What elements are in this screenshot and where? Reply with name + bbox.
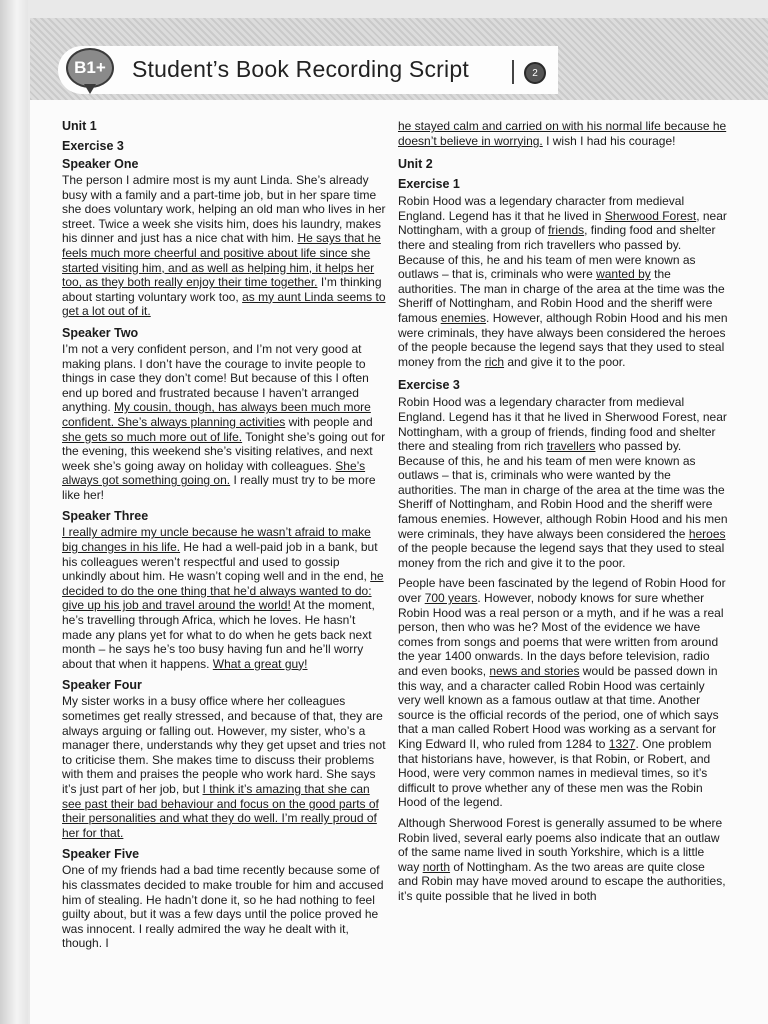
left-column — [62, 116, 386, 957]
right-column — [398, 116, 728, 910]
level-badge: B1+ — [66, 48, 114, 88]
speaker-paragraph: My sister works in a busy office where her colleagues sometimes get really stressed, and because of that, they are always arguing or falling out. However, my sister, who’s a manager there, understands why they get upset and tries not to criticise them. She makes time to discuss their problems with them and praises the people who work hard. She says it’s just part of her job, but I think it’s amazing that she can see past their bad behaviour and focus on the good parts of their personalities and what they do well. I’m really proud of her for that. — [62, 694, 386, 840]
page-title: Student’s Book Recording Script — [132, 56, 469, 82]
speaker-paragraph: The person I admire most is my aunt Linda. She’s already busy with a family and a part-time job, but in her spare time she does voluntary work, helping an old man who lives in her street. Twice a week she visits him, does his laundry, makes his dinner and just has a nice chat with him. He says that he feels much more cheerful and positive about life since she started visiting him, and as well as helping him, it helps her too, as they both really enjoy their time together. I’m thinking about starting voluntary work too, as my aunt Linda seems to get a lot out of it. — [62, 173, 386, 319]
title-separator — [512, 60, 514, 84]
continued-paragraph: he stayed calm and carried on with his normal life because he doesn’t believe in worrying. I wish I had his courage! — [398, 119, 727, 148]
unit-heading: Unit 1 — [62, 119, 97, 133]
speaker-paragraph: One of my friends had a bad time recently because some of his classmates decided to make trouble for him and accused him of stealing. He hadn’t done it, so he had nothing to feel guilty about, but it was a few days until the police proved he was innocent. I really admired the way he dealt with it, though. I — [62, 863, 384, 951]
speaker-heading: Speaker Three — [62, 509, 149, 524]
exercise-heading: Exercise 3 — [398, 378, 460, 393]
speaker-heading: Speaker One — [62, 157, 139, 171]
exercise-paragraph: Although Sherwood Forest is generally assumed to be where Robin lived, several early poems also indicate that an outlaw of the same name lived in south Yorkshire, which is a little way north of Nottingham. As the two areas are quite close and Robin may have moved around to escape the authorities, it’s quite possible that he lived in both — [398, 815, 726, 903]
exercise-paragraph: Robin Hood was a legendary character from medieval England. Legend has it that he lived in Sherwood Forest, near Nottingham, with a group of friends, finding food and shelter there and stealing from rich travellers who passed by. Because of this, he and his team of men were known as outlaws – that is, criminals who were wanted by the authorities. The man in charge of the area at the time was the Sheriff of Nottingham, and Robin Hood and the sheriff were famous enemies. However, although Robin Hood and his men were criminals, they have always been considered the heroes of the people because the legend says that they used to steal money from the rich and give it to the poor. — [398, 395, 728, 570]
speaker-paragraph: I really admire my uncle because he wasn’t afraid to make big changes in his life. He had a well-paid job in a bank, but his colleagues weren’t respectful and used to gossip unkindly about him. He wasn’t coping well and in the end, he decided to do the one thing that he’d always wanted to do: give up his job and travel around the world! At the moment, he’s travelling through Africa, which he loves. He hasn’t made any plans yet for what to do when he gets back next month – he says he’s too busy having fun and he’ll worry about that when it happens. What a great guy! — [62, 525, 384, 671]
exercise-heading: Exercise 3 — [62, 139, 124, 153]
book-spine — [0, 0, 28, 1024]
speaker-heading: Speaker Five — [62, 847, 140, 862]
unit-heading: Unit 2 — [398, 157, 433, 172]
speaker-heading: Speaker Two — [62, 325, 139, 340]
exercise-paragraph: People have been fascinated by the legend of Robin Hood for over 700 years. However, nobody knows for sure whether Robin Hood was a real person or a myth, and if he was a real person, then who was he? Most of the evidence we have comes from songs and poems that were written from around the year 1400 onwards. In the days before television, radio and even books, news and stories would be passed down in this way, and a character called Robin Hood was certainly very well known as a famous outlaw at that time. Another source is the official records of the period, one of which says that a man called Robert Hood was working as a servant for King Edward II, who ruled from 1284 to 1327. One problem that historians have, however, is that Robin, or Robert, and Hood, were very common names in medieval times, so it’s difficult to prove whether any of these men was the Robin Hood of the legend. — [398, 576, 726, 810]
speaker-paragraph: I’m not a very confident person, and I’m not very good at making plans. I don’t have the courage to invite people to things in case they don’t come! But because of this I often end up bored and frustrated because I haven’t arranged anything. My cousin, though, has always been much more confident. She’s always planning activities with people and she gets so much more out of life. Tonight she’s going out for the evening, this weekend she’s visiting relatives, and next week she’s going away on holiday with colleagues. She’s always got something going on. I really must try to be more like her! — [62, 341, 386, 502]
cd-icon: 2 — [524, 62, 546, 84]
badge-pointer-icon — [84, 84, 96, 94]
exercise-paragraph: Robin Hood was a legendary character from medieval England. Legend has it that he lived in Sherwood Forest, near Nottingham, with a group of friends, finding food and shelter there and stealing from rich travellers who passed by. Because of this, he and his team of men were known as outlaws – that is, criminals who were wanted by the authorities. The man in charge of the area at the time was the Sheriff of Nottingham, and Robin Hood and the sheriff were famous enemies. However, although Robin Hood and his men were criminals, they have always been considered the heroes of the people because the legend says that they used to steal money from the rich and give it to the poor. — [398, 194, 728, 369]
speaker-heading: Speaker Four — [62, 678, 142, 693]
exercise-heading: Exercise 1 — [398, 177, 460, 192]
